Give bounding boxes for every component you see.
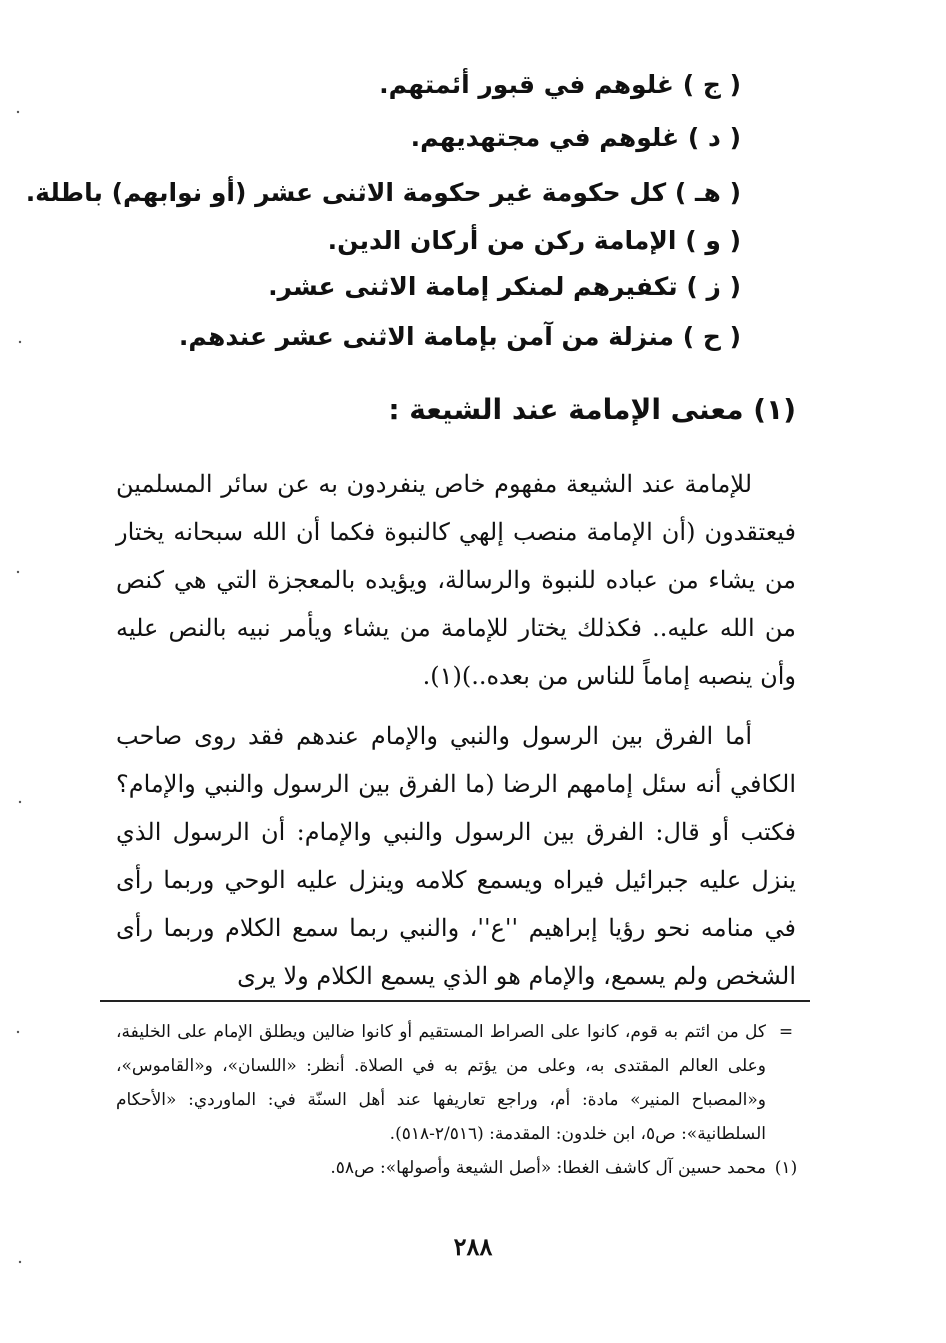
paragraph-text: للإمامة عند الشيعة مفهوم خاص ينفردون به عن سائر المسلمين فيعتقدون (أن الإمامة منصب إلهي كالنبوة فكما أن الله سبحانه يختار من يشاء من عباده للنبوة والرسالة، ويؤيده بالمعجزة التي هي كنص من الله عليه.. فكذلك يختار للإمامة من يشاء ويأمر نبيه بالنص عليه وأن ينصبه إماماً للناس من بعده..)(١).	[116, 470, 797, 690]
list-item: ( ز ) تكفيرهم لمنكر إمامة الاثنى عشر.	[268, 272, 741, 301]
footnote-text: محمد حسين آل كاشف الغطا: «أصل الشيعة وأصولها»: ص٥٨.	[330, 1158, 766, 1178]
section-heading: (١) معنى الإمامة عند الشيعة :	[388, 393, 796, 426]
footnote-mark: =	[778, 1022, 794, 1042]
page-number: ٢٨٨	[453, 1232, 493, 1261]
list-item: ( و ) الإمامة ركن من أركان الدين.	[327, 226, 741, 255]
footnote-mark: (١)	[774, 1158, 798, 1178]
list-item: ( د ) غلوهم في مجتهديهم.	[410, 123, 741, 152]
list-item: ( ج ) غلوهم في قبور أئمتهم.	[379, 70, 741, 99]
list-item: ( هـ ) كل حكومة غير حكومة الاثنى عشر (أو نوابهم) باطلة.	[25, 178, 741, 207]
list-item: ( ح ) منزلة من آمن بإمامة الاثنى عشر عندهم.	[178, 322, 741, 351]
footnote-text: كل من ائتم به قوم، كانوا على الصراط المستقيم أو كانوا ضالين ويطلق الإمام على الخليفة، وعلى العالم المقتدى به، وعلى من يؤتم به في الصلاة. أنظر: «اللسان»، و«القاموس»، و«المصباح المنير» مادة: أم، وراجع تعاريفها عند أهل السنّة في: الماوردي: «الأحكام السلطانية»: ص٥، ابن خلدون: المقدمة: (٢/٥١٦-٥١٨).	[116, 1022, 766, 1144]
paragraph-text: أما الفرق بين الرسول والنبي والإمام عندهم فقد روى صاحب الكافي أنه سئل إمامهم الرضا (ما الفرق بين الرسول والنبي والإمام؟ فكتب أو قال: الفرق بين الرسول والنبي والإمام: أن الرسول الذي ينزل عليه جبرائيل فيراه ويسمع كلامه وينزل عليه الوحي وربما رأى في منامه نحو رؤيا إبراهيم ''ع''، والنبي ربما سمع الكلام وربما رأى الشخص ولم يسمع، والإمام هو الذي يسمع الكلام ولا يرى	[116, 722, 796, 990]
